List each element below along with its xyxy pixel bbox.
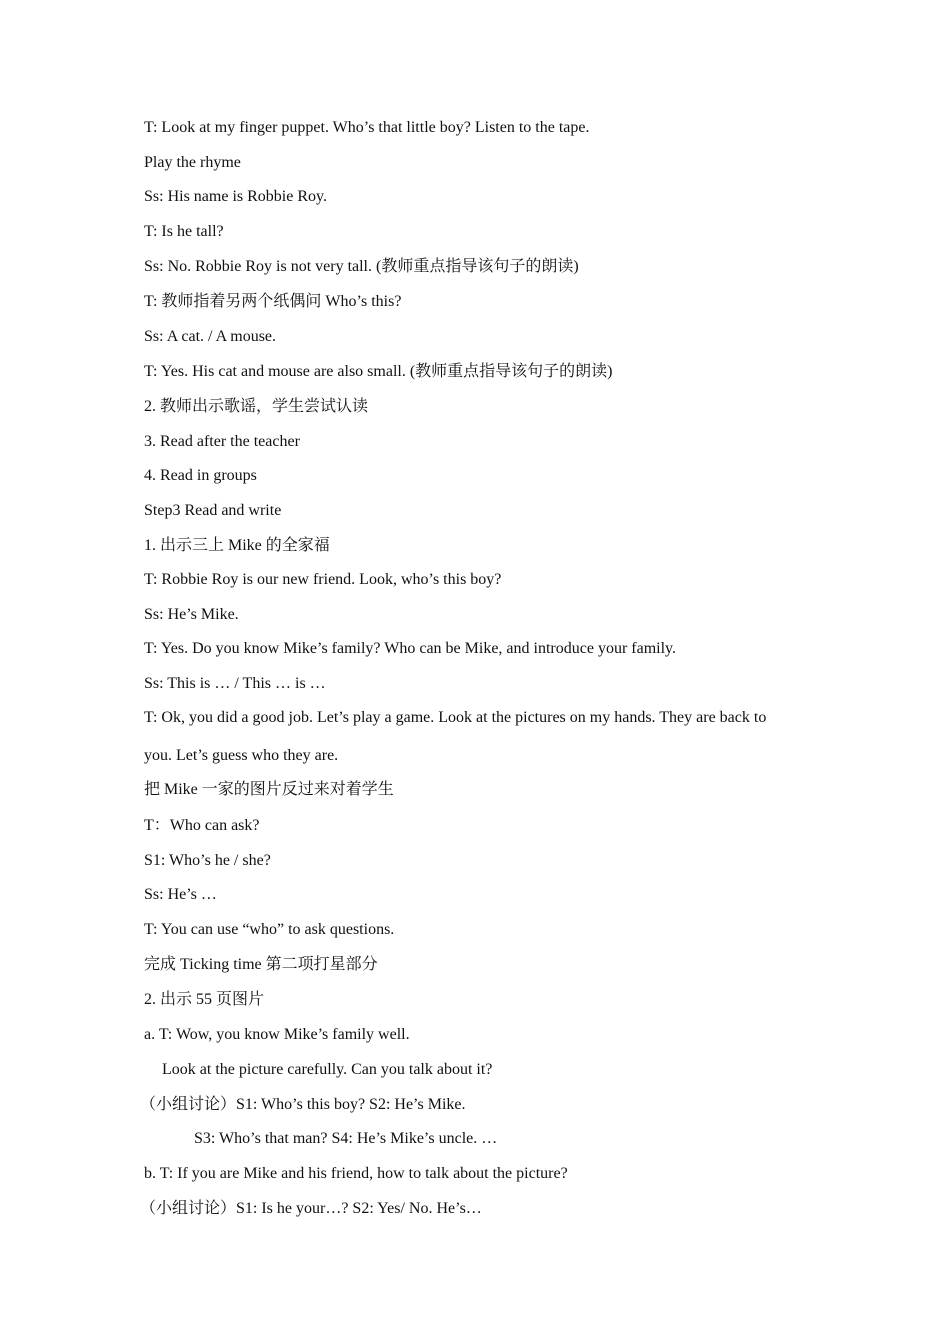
text-line: 完成 Ticking time 第二项打星部分 <box>144 956 378 973</box>
text-line: T: Yes. His cat and mouse are also small. (教师重点指导该句子的朗读) <box>144 363 613 380</box>
text-line: T：Who can ask? <box>144 817 260 834</box>
text-line: T: Look at my finger puppet. Who’s that little boy? Listen to the tape. <box>144 119 590 136</box>
text-line: T: Is he tall? <box>144 223 224 240</box>
text-line: 1. 出示三上 Mike 的全家福 <box>144 537 330 554</box>
text-line: 2. 出示 55 页图片 <box>144 991 265 1008</box>
text-line: a. T: Wow, you know Mike’s family well. <box>144 1026 410 1043</box>
text-line: S3: Who’s that man? S4: He’s Mike’s uncle. … <box>194 1130 498 1147</box>
text-line: （小组讨论）S1: Who’s this boy? S2: He’s Mike. <box>140 1096 466 1113</box>
text-line: T: You can use “who” to ask questions. <box>144 921 395 938</box>
list-item: 4. Read in groups <box>144 467 257 484</box>
text-line: Ss: A cat. / A mouse. <box>144 328 277 345</box>
list-item: 3. Read after the teacher <box>144 433 300 450</box>
text-line: T: 教师指着另两个纸偶问 Who’s this? <box>144 293 402 310</box>
list-item: 2. 教师出示歌谣，学生尝试认读 <box>144 398 369 415</box>
text-line: Ss: He’s Mike. <box>144 606 239 623</box>
text-line: Ss: This is … / This … is … <box>144 675 326 692</box>
text-line: b. T: If you are Mike and his friend, how to talk about the picture? <box>144 1165 568 1182</box>
text-line: T: Yes. Do you know Mike’s family? Who can be Mike, and introduce your family. <box>144 640 676 657</box>
text-line: you. Let’s guess who they are. <box>144 747 339 764</box>
text-line: S1: Who’s he / she? <box>144 852 271 869</box>
text-line: Ss: He’s … <box>144 886 217 903</box>
text-line: T: Robbie Roy is our new friend. Look, who’s this boy? <box>144 571 502 588</box>
text-line: T: Ok, you did a good job. Let’s play a game. Look at the pictures on my hands. They are back to <box>144 709 767 726</box>
section-heading: Step3 Read and write <box>144 502 282 519</box>
text-line: Look at the picture carefully. Can you talk about it? <box>162 1061 493 1078</box>
text-line: Ss: His name is Robbie Roy. <box>144 188 327 205</box>
text-line: （小组讨论）S1: Is he your…? S2: Yes/ No. He’s… <box>140 1200 482 1217</box>
text-line: Ss: No. Robbie Roy is not very tall. (教师重点指导该句子的朗读) <box>144 258 579 275</box>
text-line: Play the rhyme <box>144 154 241 171</box>
text-line: 把 Mike 一家的图片反过来对着学生 <box>144 781 394 798</box>
